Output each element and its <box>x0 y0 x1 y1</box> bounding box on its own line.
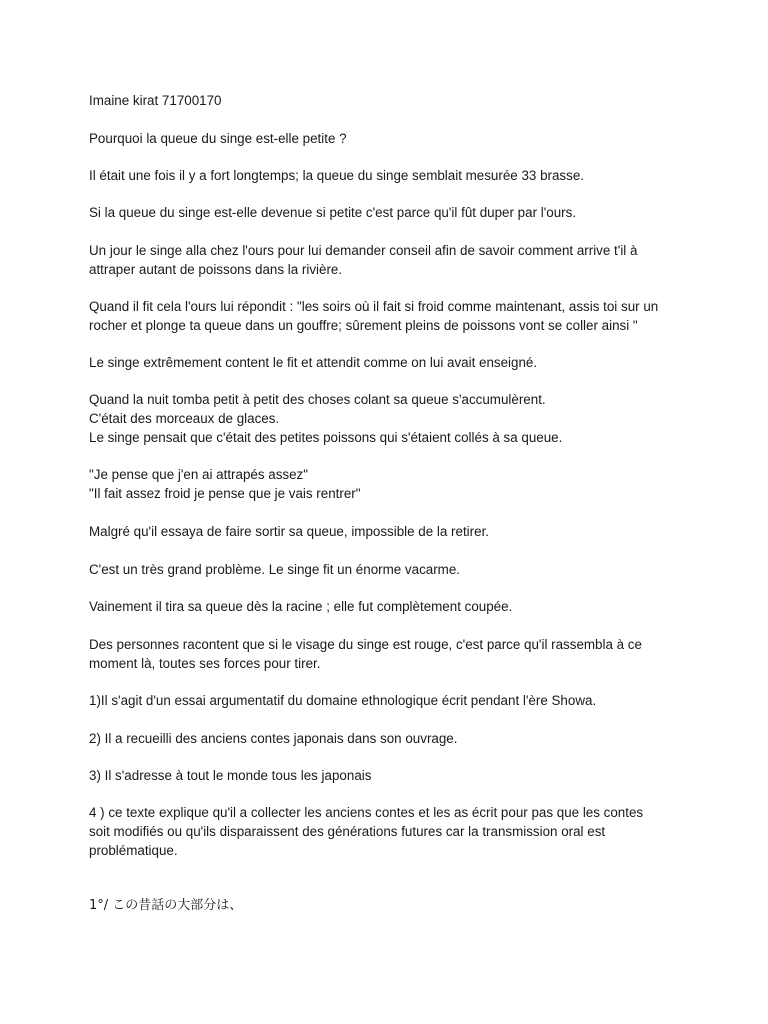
paragraph-line: "Je pense que j'en ai attrapés assez" <box>89 467 309 482</box>
paragraph-line: attraper autant de poissons dans la rivière. <box>89 261 343 277</box>
paragraph-line: moment là, toutes ses forces pour tirer. <box>89 655 321 671</box>
title-text: Pourquoi la queue du singe est-elle petite ? <box>89 131 347 146</box>
title-question <box>89 130 709 149</box>
japanese-question <box>89 897 709 916</box>
paragraph-line: "Il fait assez froid je pense que je vais rentrer" <box>89 485 361 501</box>
paragraph-line: Le singe pensait que c'était des petites poissons qui s'étaient collés à sa queue. <box>89 429 563 445</box>
paragraph-11 <box>89 636 709 674</box>
paragraph-5 <box>89 354 709 373</box>
paragraph-line: Des personnes racontent que si le visage du singe est rouge, c'est parce qu'il rassembla à ce <box>89 637 642 652</box>
paragraph-line: Il était une fois il y a fort longtemps; la queue du singe semblait mesurée 33 brasse. <box>89 168 584 183</box>
paragraph-7 <box>89 466 709 504</box>
paragraph-3 <box>89 242 709 280</box>
paragraph-line: Si la queue du singe est-elle devenue si petite c'est parce qu'il fût duper par l'ours. <box>89 205 577 220</box>
answer-2 <box>89 730 709 749</box>
paragraph-line: Malgré qu'il essaya de faire sortir sa queue, impossible de la retirer. <box>89 524 490 539</box>
answer-4 <box>89 804 709 860</box>
paragraph-6 <box>89 391 709 447</box>
paragraph-8 <box>89 523 709 542</box>
answer-line: problématique. <box>89 842 178 858</box>
author-text: Imaine kirat 71700170 <box>89 93 222 108</box>
paragraph-line: C'est un très grand problème. Le singe fit un énorme vacarme. <box>89 562 460 577</box>
author-line <box>89 92 709 111</box>
answer-line: 2) Il a recueilli des anciens contes japonais dans son ouvrage. <box>89 731 458 746</box>
japanese-text: 1°/ この昔話の大部分は、 <box>89 898 243 913</box>
answer-line: 4 ) ce texte explique qu'il a collecter les anciens contes et les as écrit pour pas que les contes <box>89 805 644 820</box>
paragraph-10 <box>89 598 709 617</box>
answer-1 <box>89 692 709 711</box>
paragraph-line: Un jour le singe alla chez l'ours pour lui demander conseil afin de savoir comment arrive t'il à <box>89 243 638 258</box>
paragraph-9 <box>89 561 709 580</box>
paragraph-line: Le singe extrêmement content le fit et attendit comme on lui avait enseigné. <box>89 355 538 370</box>
paragraph-line: Quand il fit cela l'ours lui répondit : "les soirs où il fait si froid comme maintenant, assis toi sur un <box>89 299 659 314</box>
paragraph-line: rocher et plonge ta queue dans un gouffre; sûrement pleins de poissons vont se coller ainsi " <box>89 317 638 333</box>
paragraph-line: C'était des morceaux de glaces. <box>89 410 280 426</box>
answer-line: 1)Il s'agit d'un essai argumentatif du domaine ethnologique écrit pendant l'ère Showa. <box>89 693 597 708</box>
answer-line: soit modifiés ou qu'ils disparaissent des générations futures car la transmission oral est <box>89 823 606 839</box>
paragraph-line: Quand la nuit tomba petit à petit des choses colant sa queue s'accumulèrent. <box>89 392 546 407</box>
paragraph-1 <box>89 167 709 186</box>
answer-line: 3) Il s'adresse à tout le monde tous les japonais <box>89 768 372 783</box>
paragraph-2 <box>89 204 709 223</box>
paragraph-4 <box>89 298 709 336</box>
paragraph-line: Vainement il tira sa queue dès la racine ; elle fut complètement coupée. <box>89 599 513 614</box>
answer-3 <box>89 767 709 786</box>
